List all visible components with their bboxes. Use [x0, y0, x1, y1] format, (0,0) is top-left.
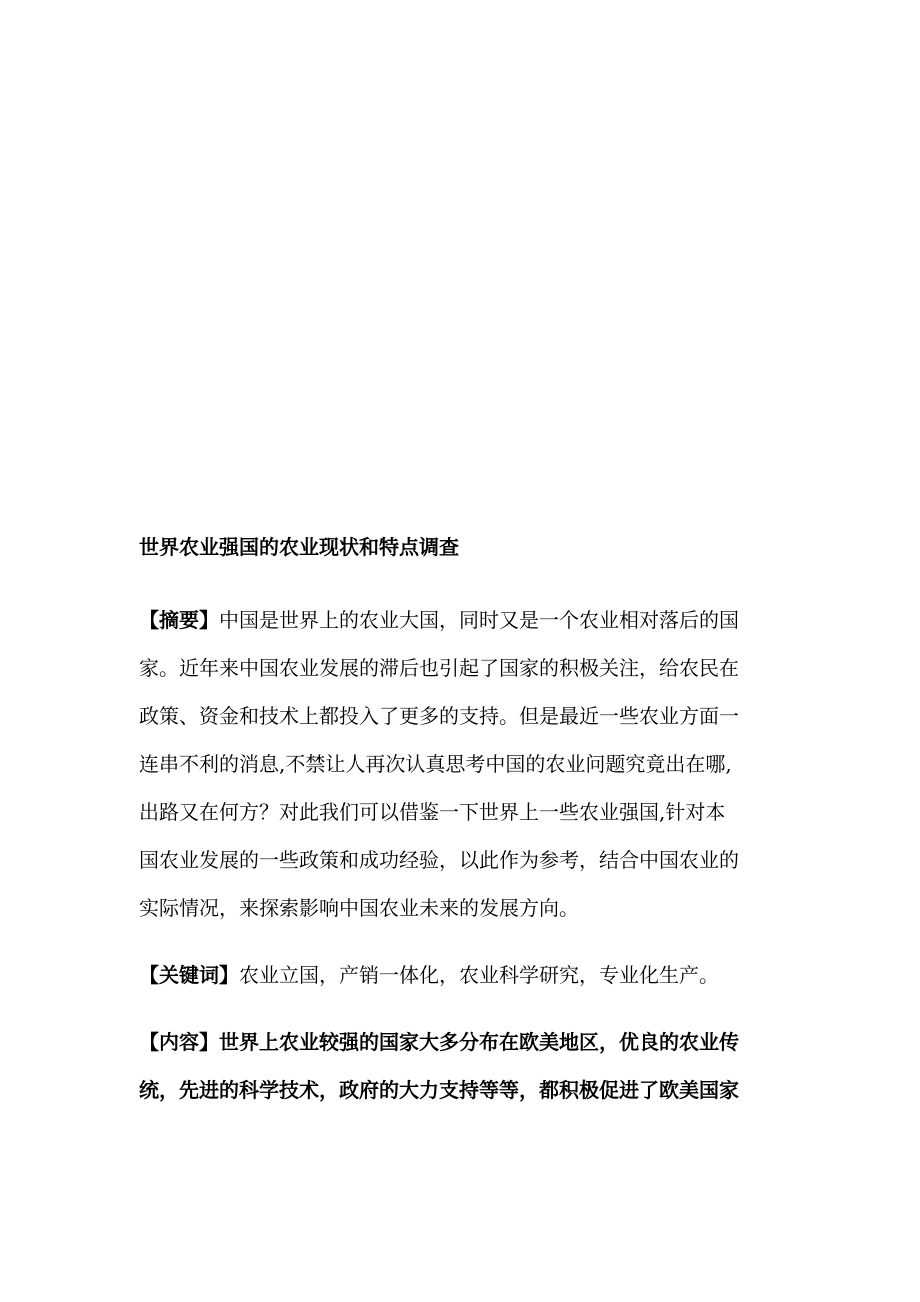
document-title: 世界农业强国的农业现状和特点调查	[139, 535, 459, 559]
content-line-2: 统，先进的科学技术，政府的大力支持等等，都积极促进了欧美国家	[139, 1078, 739, 1102]
abstract-paragraph	[139, 596, 789, 932]
abstract-line-7: 实际情况，来探索影响中国农业未来的发展方向。	[139, 896, 579, 920]
abstract-line-1	[139, 596, 789, 644]
abstract-line-2: 家。近年来中国农业发展的滞后也引起了国家的积极关注，给农民在	[139, 656, 739, 680]
abstract-line-4: 连串不利的消息,不禁让人再次认真思考中国的农业问题究竟出在哪,	[139, 752, 732, 776]
abstract-line-5: 出路又在何方？对此我们可以借鉴一下世界上一些农业强国,针对本	[139, 800, 726, 824]
abstract-line-6: 国农业发展的一些政策和成功经验，以此作为参考，结合中国农业的	[139, 848, 739, 872]
document-body	[139, 528, 789, 1133]
abstract-label: 【摘要】	[139, 608, 219, 632]
keywords-label: 【关键词】	[139, 963, 239, 987]
content-text-1: 世界上农业较强的国家大多分布在欧美地区，优良的农业传	[219, 1030, 739, 1054]
keywords-paragraph	[139, 951, 789, 999]
content-label: 【内容】	[139, 1030, 219, 1054]
content-paragraph	[139, 1018, 789, 1114]
keywords-line	[139, 951, 789, 999]
abstract-text-1: 中国是世界上的农业大国，同时又是一个农业相对落后的国	[219, 608, 739, 632]
content-line-1	[139, 1018, 789, 1066]
keywords-text: 农业立国，产销一体化，农业科学研究，专业化生产。	[239, 963, 719, 987]
abstract-line-3: 政策、资金和技术上都投入了更多的支持。但是最近一些农业方面一	[139, 704, 739, 728]
